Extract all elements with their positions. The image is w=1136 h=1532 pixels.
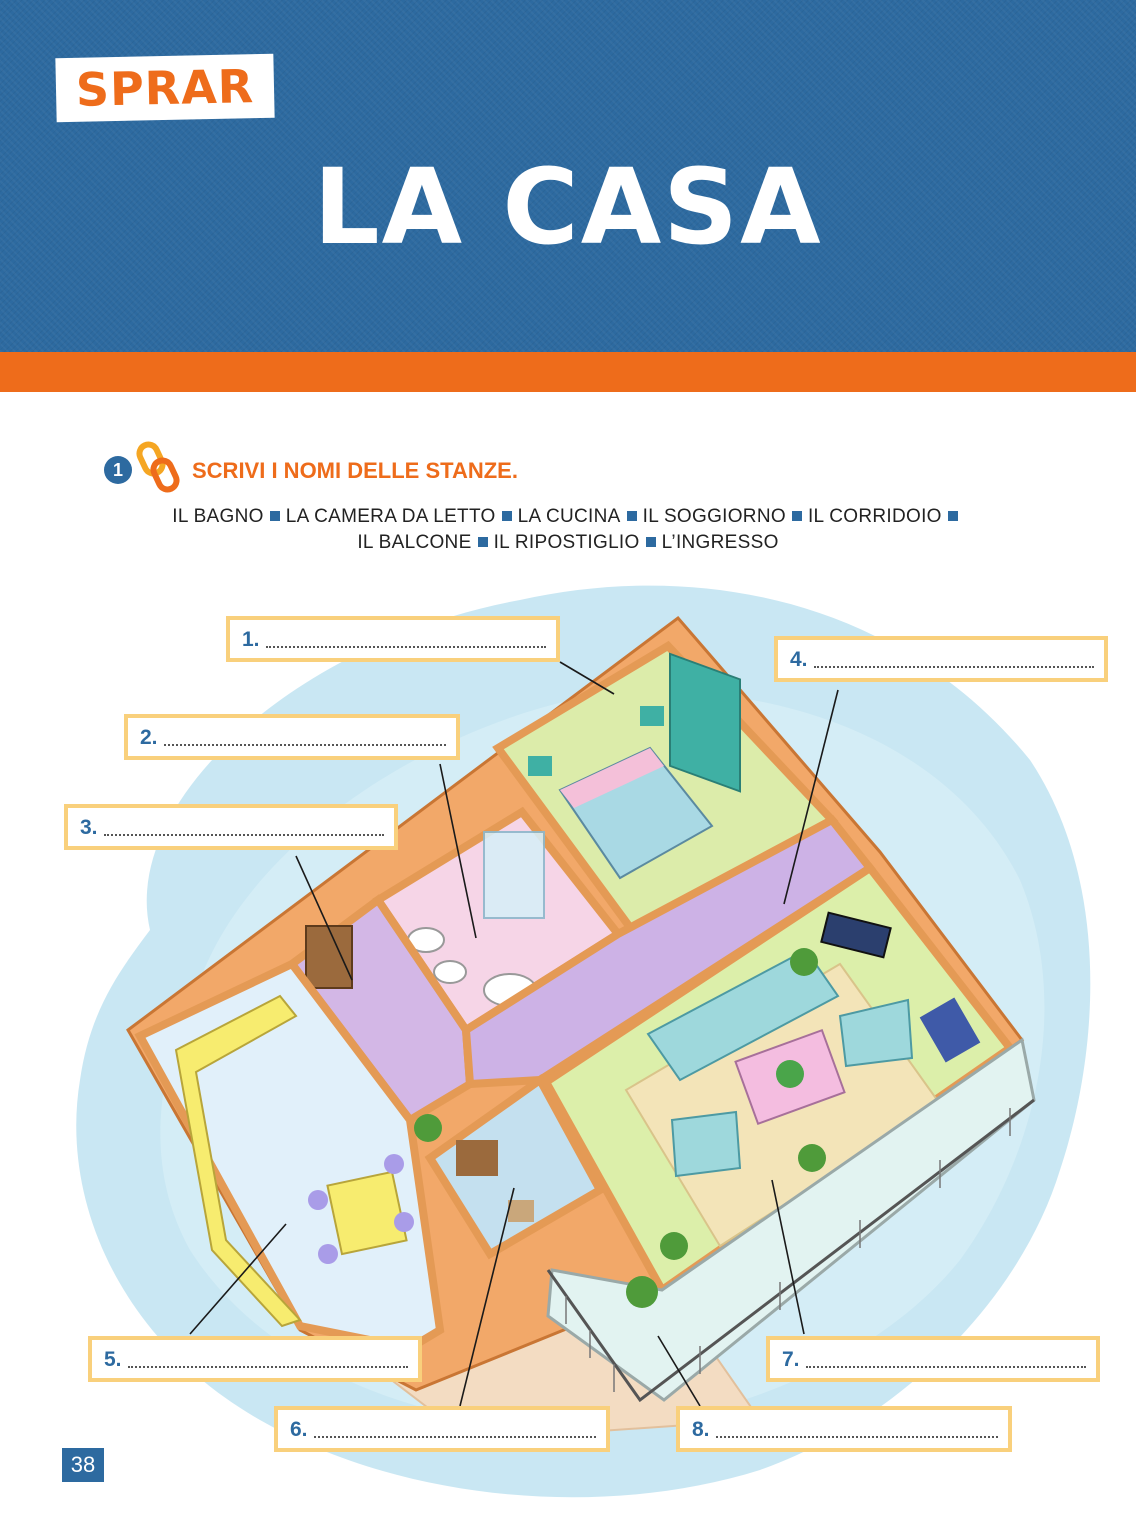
answer-number: 1. <box>242 628 260 651</box>
answer-number: 5. <box>104 1348 122 1371</box>
word-bank-item: IL CORRIDOIO <box>807 506 942 527</box>
answer-dotted-line[interactable] <box>128 1365 408 1368</box>
answer-field-5[interactable] <box>88 1336 422 1382</box>
storage-boxes <box>508 1200 534 1222</box>
answer-number: 6. <box>290 1418 308 1441</box>
answer-dotted-line[interactable] <box>104 833 384 836</box>
plant <box>790 948 818 976</box>
word-bank-item: L’INGRESSO <box>661 532 779 553</box>
answer-number: 4. <box>790 648 808 671</box>
word-bank-item: IL BALCONE <box>357 532 472 553</box>
answer-field-6[interactable] <box>274 1406 610 1452</box>
word-bank-item: IL RIPOSTIGLIO <box>493 532 640 553</box>
plant <box>414 1114 442 1142</box>
kitchen-table <box>327 1172 406 1254</box>
answer-field-1[interactable] <box>226 616 560 662</box>
chair <box>384 1154 404 1174</box>
page-number: 38 <box>62 1448 104 1482</box>
answer-dotted-line[interactable] <box>314 1435 596 1438</box>
exercise-instruction: SCRIVI I NOMI DELLE STANZE. <box>192 458 518 483</box>
armchair <box>672 1112 740 1176</box>
answer-field-7[interactable] <box>766 1336 1100 1382</box>
exercise-number: 1 <box>104 456 132 484</box>
flower-bowl <box>776 1060 804 1088</box>
answer-dotted-line[interactable] <box>814 665 1094 668</box>
storage-door <box>456 1140 498 1176</box>
answer-number: 7. <box>782 1348 800 1371</box>
answer-field-2[interactable] <box>124 714 460 760</box>
plant <box>626 1276 658 1308</box>
answer-number: 8. <box>692 1418 710 1441</box>
answer-number: 3. <box>80 816 98 839</box>
plant <box>798 1144 826 1172</box>
nightstand <box>528 756 552 776</box>
answer-dotted-line[interactable] <box>716 1435 998 1438</box>
brand-label: SPRAR <box>75 59 255 117</box>
word-bank-item: LA CUCINA <box>517 506 621 527</box>
bidet <box>434 961 466 983</box>
plant <box>660 1232 688 1260</box>
answer-field-8[interactable] <box>676 1406 1012 1452</box>
nightstand <box>640 706 664 726</box>
chair <box>308 1190 328 1210</box>
shower <box>484 832 544 918</box>
answer-number: 2. <box>140 726 158 749</box>
answer-field-4[interactable] <box>774 636 1108 682</box>
word-bank-item: LA CAMERA DA LETTO <box>285 506 496 527</box>
answer-dotted-line[interactable] <box>266 645 546 648</box>
answer-dotted-line[interactable] <box>806 1365 1086 1368</box>
page-title: LA CASA <box>313 146 823 268</box>
front-door <box>306 926 352 988</box>
answer-dotted-line[interactable] <box>164 743 446 746</box>
chair <box>394 1212 414 1232</box>
word-bank-item: IL BAGNO <box>172 506 264 527</box>
chair <box>318 1244 338 1264</box>
answer-field-3[interactable] <box>64 804 398 850</box>
word-bank-item: IL SOGGIORNO <box>642 506 786 527</box>
